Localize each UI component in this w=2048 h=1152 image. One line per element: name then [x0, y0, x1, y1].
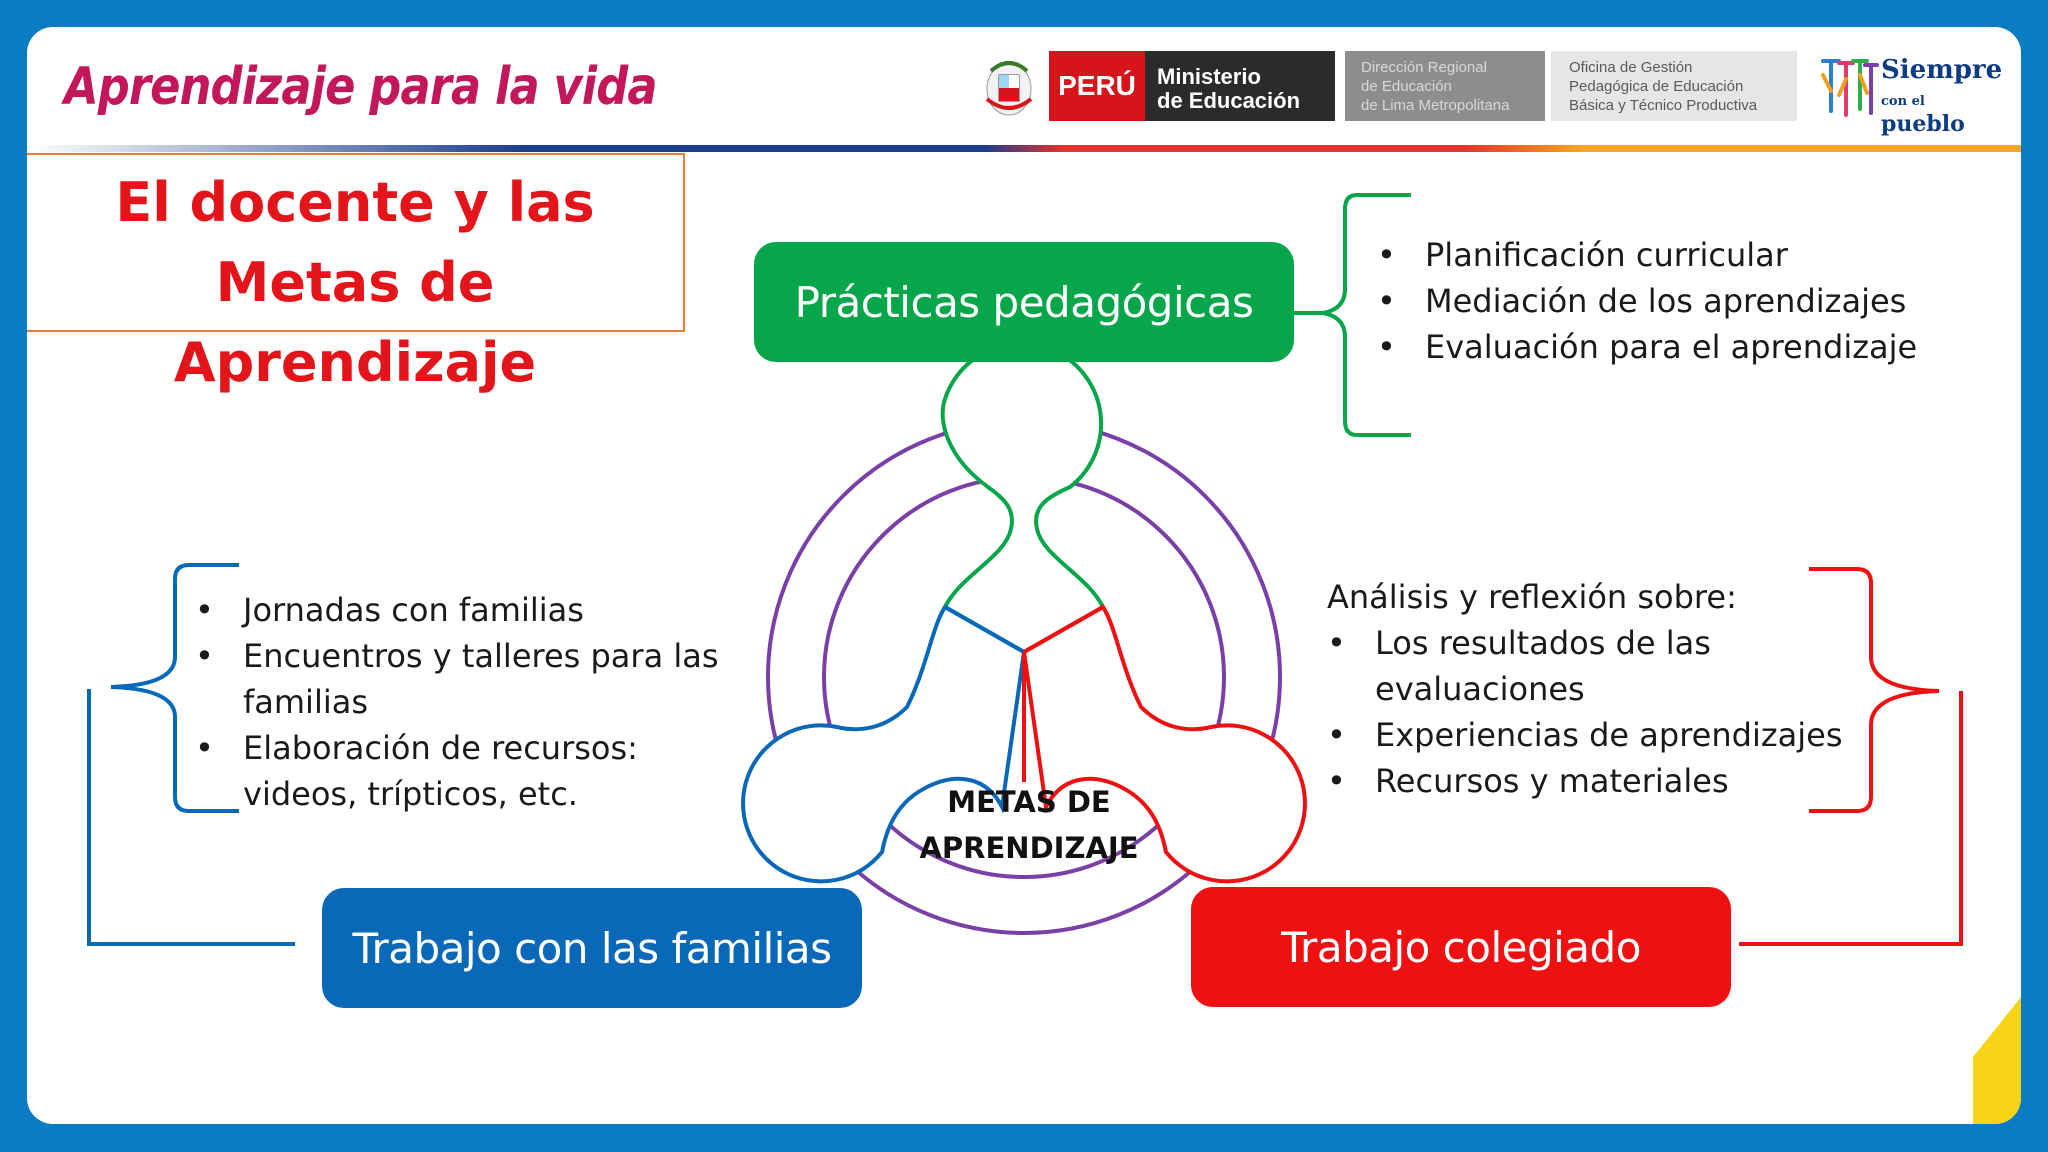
list-item-text: Encuentros y talleres para las familias	[243, 637, 719, 721]
pueblo-word: pueblo	[1881, 111, 1965, 137]
bullet: •	[195, 637, 214, 675]
corner-accent	[1973, 997, 2021, 1124]
bullet: •	[1327, 716, 1346, 754]
direccion-line-1: Dirección Regional	[1361, 59, 1487, 76]
colegiado-intro: Análisis y reflexión sobre:	[1327, 578, 1737, 616]
familias-list	[195, 587, 735, 817]
oficina-line-3: Básica y Técnico Productiva	[1569, 97, 1758, 114]
bullet: •	[1327, 762, 1346, 800]
oficina-line-2: Pedagógica de Educación	[1569, 78, 1744, 95]
green-lobe	[943, 344, 1103, 652]
bullet: •	[1377, 328, 1396, 366]
peru-label: PERÚ	[1058, 70, 1136, 101]
list-item	[195, 725, 735, 817]
practicas-list	[1377, 232, 1917, 370]
title-line-1: El docente y las	[115, 171, 595, 234]
center-line-1: METAS DE	[947, 785, 1111, 819]
direccion-line-3: de Lima Metropolitana	[1361, 97, 1510, 114]
list-item-text: Jornadas con familias	[243, 591, 584, 629]
list-item-text: Mediación de los aprendizajes	[1425, 282, 1907, 320]
direccion-line-2: de Educación	[1361, 78, 1452, 95]
list-item	[195, 633, 735, 725]
con-el-word: con el	[1881, 94, 1925, 109]
slide	[27, 27, 2021, 1124]
colegiado-items	[1327, 620, 1847, 804]
bullet: •	[1377, 236, 1396, 274]
list-item-text: Recursos y materiales	[1375, 762, 1729, 800]
title-line-2: Metas de Aprendizaje	[173, 251, 537, 394]
ministerio-line-2: de Educación	[1157, 88, 1301, 113]
ministerio-line-1: Ministerio	[1157, 64, 1261, 89]
bullet: •	[1327, 624, 1346, 662]
list-item	[1377, 324, 1917, 370]
center-label	[904, 779, 1154, 871]
list-item-text: Experiencias de aprendizajes	[1375, 716, 1843, 754]
practicas-pedagogicas-pill: Prácticas pedagógicas	[754, 242, 1294, 362]
oficina-line-1: Oficina de Gestión	[1569, 59, 1693, 76]
list-item-text: Los resultados de las evaluaciones	[1375, 624, 1711, 708]
list-item	[1327, 758, 1847, 804]
brand-title: Aprendizaje para la vida	[64, 57, 657, 117]
list-item	[1327, 620, 1847, 712]
trabajo-colegiado-pill: Trabajo colegiado	[1191, 887, 1731, 1007]
trabajo-familias-pill: Trabajo con las familias	[322, 888, 862, 1008]
center-line-2: APRENDIZAJE	[919, 831, 1139, 865]
bullet: •	[195, 591, 214, 629]
bullet: •	[195, 729, 214, 767]
list-item	[1377, 278, 1917, 324]
siempre-word: Siempre	[1881, 55, 2003, 85]
list-item	[195, 587, 735, 633]
list-item	[1327, 712, 1847, 758]
list-item-text: Elaboración de recursos: videos, trípticos, etc.	[243, 729, 638, 813]
list-item-text: Planificación curricular	[1425, 236, 1788, 274]
list-item-text: Evaluación para el aprendizaje	[1425, 328, 1918, 366]
colegiado-list	[1327, 574, 1847, 804]
list-item	[1377, 232, 1917, 278]
bullet: •	[1377, 282, 1396, 320]
